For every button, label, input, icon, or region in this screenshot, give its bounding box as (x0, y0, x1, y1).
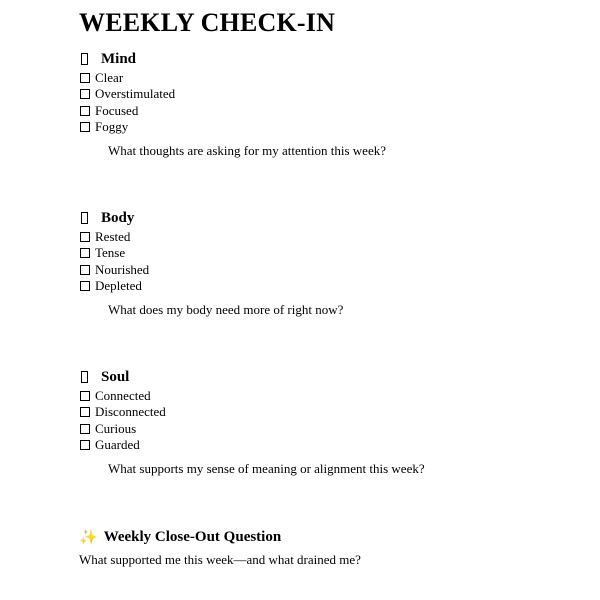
checkbox-icon[interactable] (80, 73, 90, 83)
checkbox-icon[interactable] (80, 391, 90, 401)
section-header (79, 367, 559, 387)
section-soul (79, 367, 559, 477)
checkbox-icon[interactable] (80, 265, 90, 275)
option-label: Overstimulated (95, 86, 176, 102)
section-title: Body (101, 210, 135, 226)
option-label: Foggy (95, 119, 129, 135)
box-icon (81, 53, 88, 65)
reflection-prompt: What does my body need more of right now? (108, 302, 344, 318)
reflection-prompt: What supports my sense of meaning or alignment this week? (108, 461, 425, 477)
option-label: Connected (95, 388, 151, 404)
option-connected[interactable] (79, 388, 559, 404)
option-label: Clear (95, 70, 124, 86)
option-label: Guarded (95, 437, 140, 453)
checkbox-icon[interactable] (80, 440, 90, 450)
closeout-question: What supported me this week—and what drained me? (79, 552, 361, 567)
section-mind (79, 49, 559, 159)
option-clear[interactable] (79, 70, 559, 86)
option-list (79, 70, 559, 135)
checkbox-icon[interactable] (80, 89, 90, 99)
option-label: Curious (95, 420, 137, 436)
checkbox-icon[interactable] (80, 407, 90, 417)
checkbox-icon[interactable] (80, 232, 90, 242)
option-nourished[interactable] (79, 262, 559, 278)
option-focused[interactable] (79, 103, 559, 119)
section-header (79, 208, 559, 228)
option-guarded[interactable] (79, 437, 559, 453)
option-label: Tense (95, 245, 126, 261)
box-icon (81, 371, 88, 383)
checkbox-icon[interactable] (80, 248, 90, 258)
checkbox-icon[interactable] (80, 424, 90, 434)
option-label: Nourished (95, 261, 150, 277)
option-rested[interactable] (79, 229, 559, 245)
option-label: Depleted (95, 278, 142, 294)
section-closeout (79, 527, 559, 568)
section-title: Weekly Close-Out Question (103, 529, 282, 545)
option-depleted[interactable] (79, 278, 559, 294)
option-tense[interactable] (79, 245, 559, 261)
checkbox-icon[interactable] (80, 281, 90, 291)
section-title: Soul (101, 369, 130, 385)
option-label: Rested (95, 229, 131, 245)
page-title: WEEKLY CHECK-IN (79, 8, 336, 37)
checkbox-icon[interactable] (80, 106, 90, 116)
reflection-prompt: What thoughts are asking for my attention this week? (108, 143, 386, 159)
option-disconnected[interactable] (79, 404, 559, 420)
option-list (79, 229, 559, 294)
section-title: Mind (101, 51, 137, 67)
option-label: Disconnected (95, 404, 166, 420)
box-icon (81, 212, 88, 224)
option-foggy[interactable] (79, 119, 559, 135)
checkbox-icon[interactable] (80, 122, 90, 132)
section-body (79, 208, 559, 318)
option-overstimulated[interactable] (79, 86, 559, 102)
option-curious[interactable] (79, 421, 559, 437)
sparkles-icon: ✨ (79, 528, 98, 546)
section-header (79, 49, 559, 69)
option-list (79, 388, 559, 453)
section-header (79, 527, 559, 547)
option-label: Focused (95, 102, 139, 118)
